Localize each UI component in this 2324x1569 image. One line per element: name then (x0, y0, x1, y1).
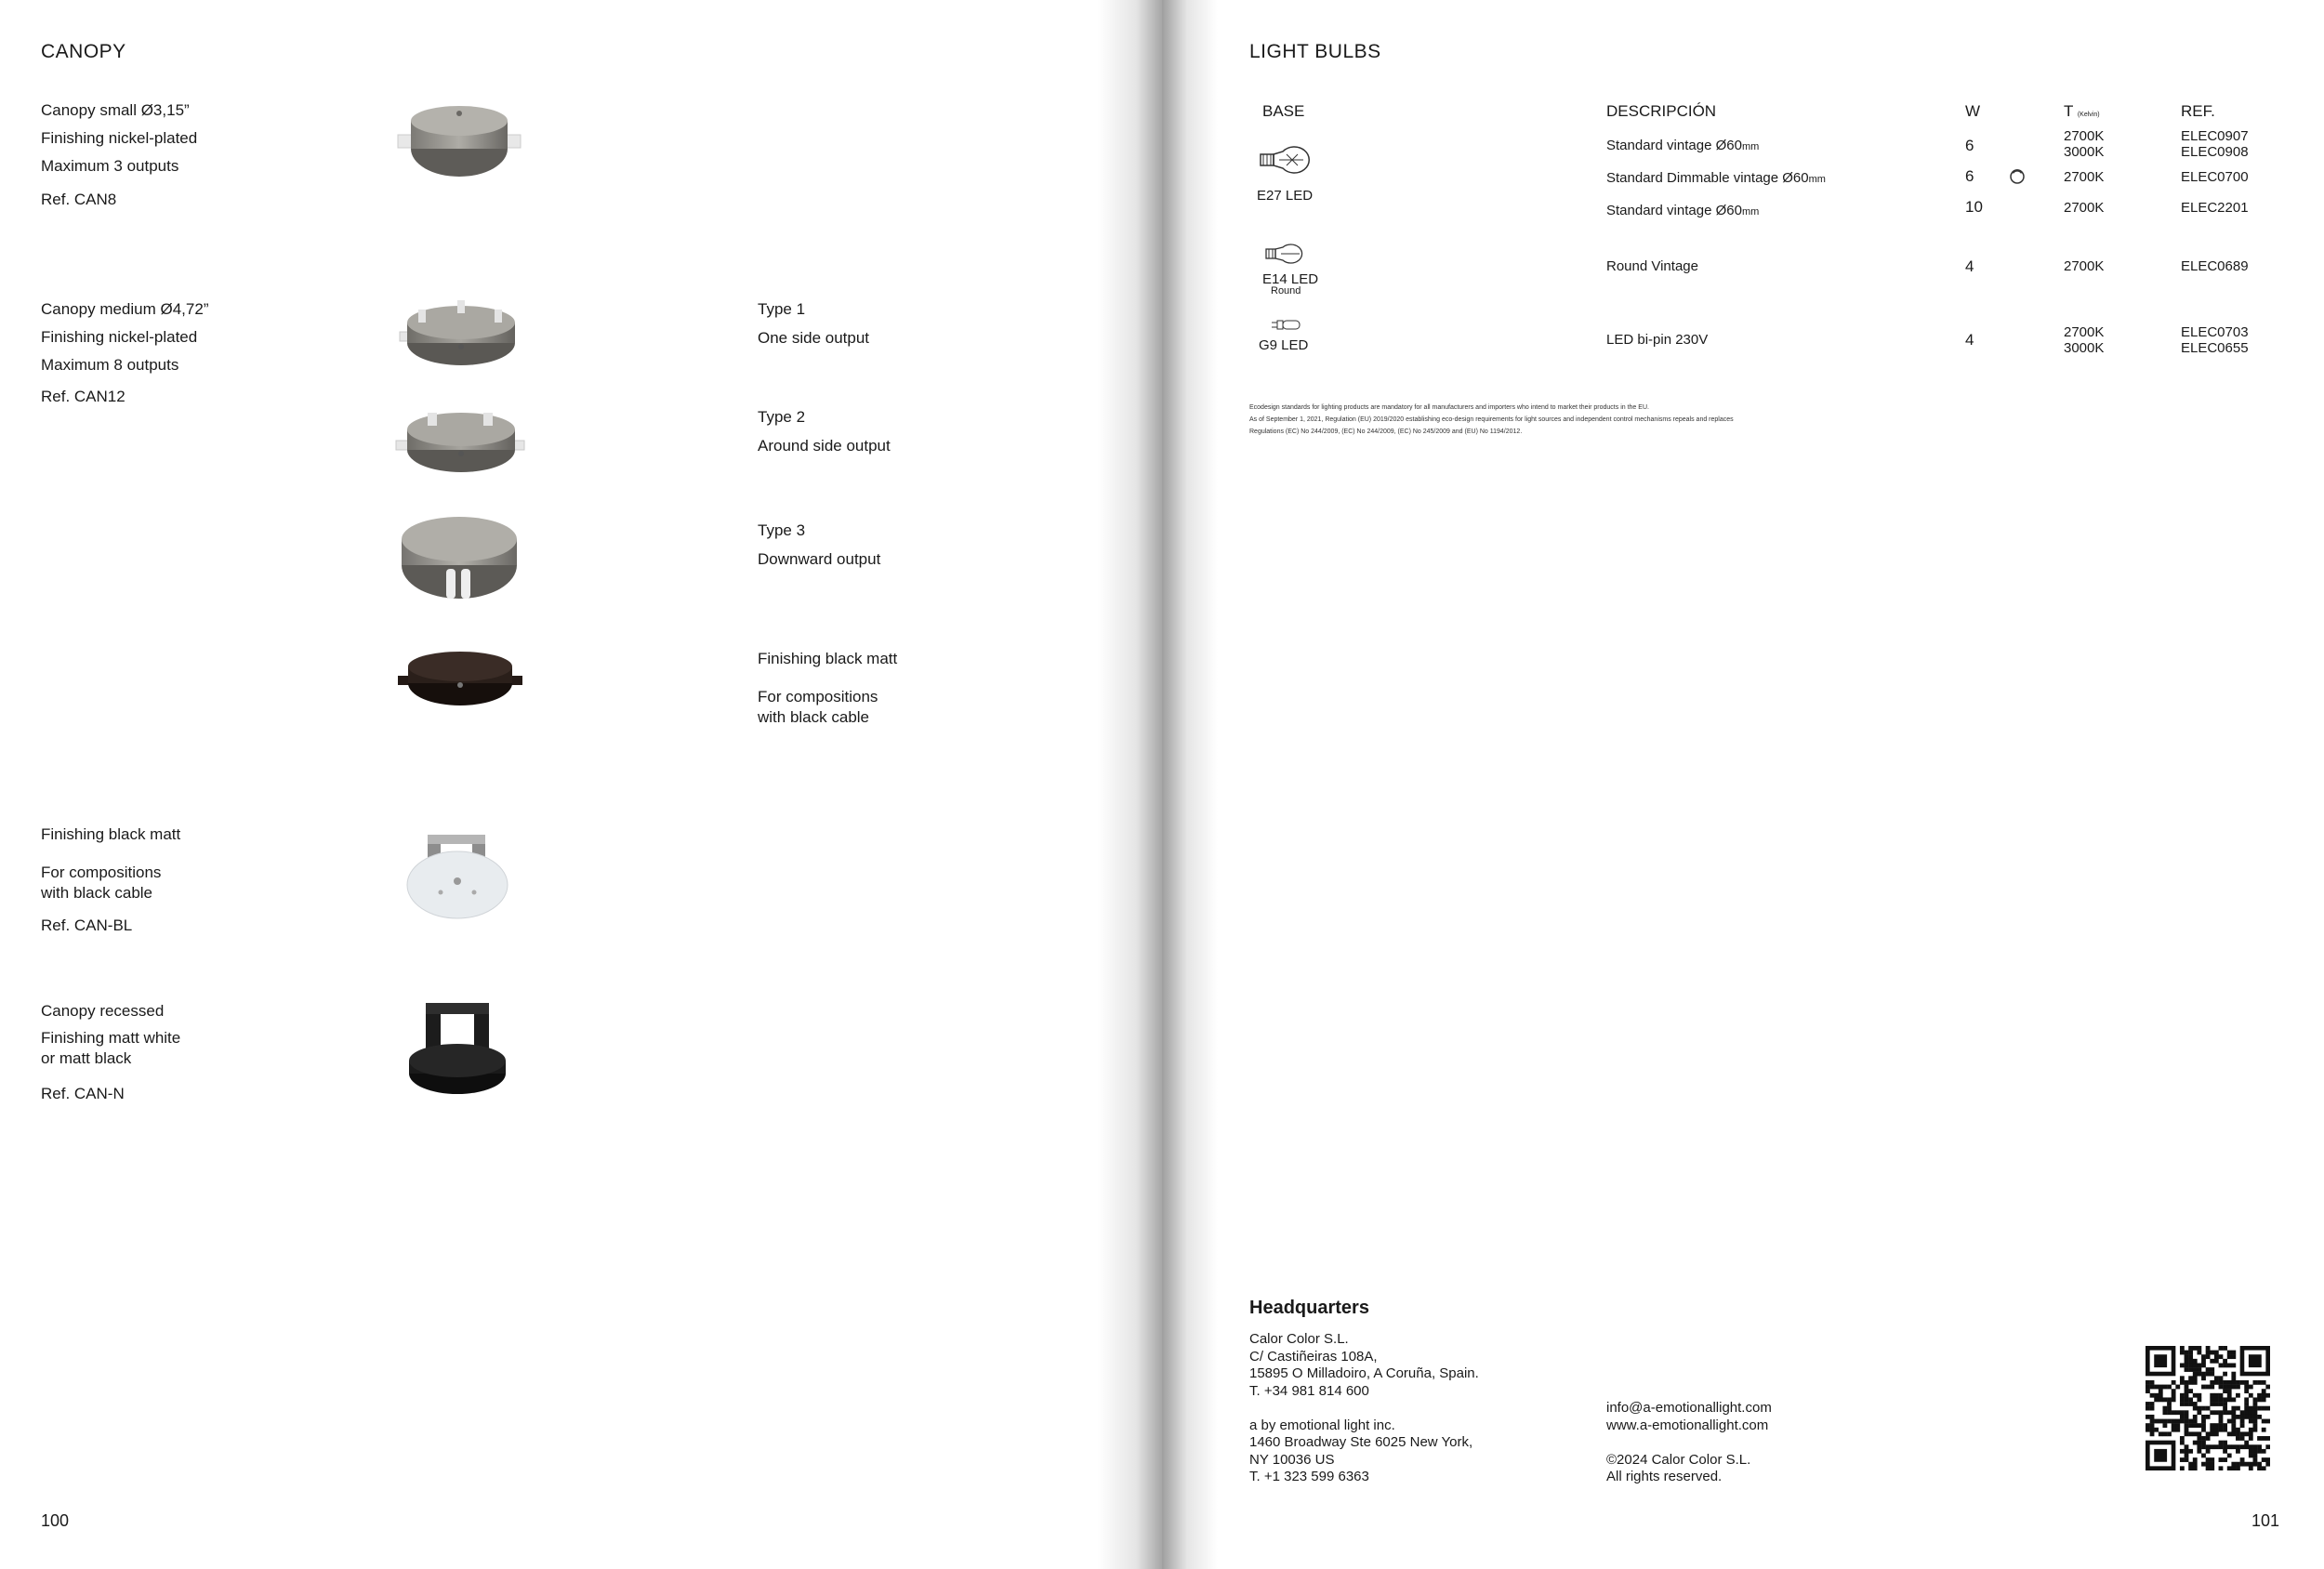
type-desc: Around side output (758, 437, 891, 455)
row-1-temp-1: 2700K (2064, 128, 2105, 144)
us-company-name: a by emotional light inc. (1249, 1417, 1395, 1433)
base-label-g9: G9 LED (1259, 337, 1309, 353)
black-option-desc-2: with black cable (758, 708, 870, 726)
canopy-type1-image (390, 293, 530, 376)
type-title: Type 2 (758, 408, 806, 426)
page-number: 101 (2251, 1511, 2280, 1530)
address-line: 15895 O Milladoiro, A Coruña, Spain. (1249, 1365, 1479, 1381)
col-header-ref: REF. (2181, 102, 2215, 120)
product-name: Canopy small Ø3,15” (41, 101, 190, 119)
canopy-small-image (390, 93, 530, 186)
us-address-line: NY 10036 US (1249, 1451, 1335, 1468)
row-1-description (1606, 138, 1759, 155)
row-2-ref-1: ELEC0700 (2181, 169, 2249, 185)
row-5-ref-2: ELEC0655 (2181, 340, 2249, 356)
dimmable-icon (2008, 167, 2028, 186)
product-finish: Finishing nickel-plated (41, 129, 198, 147)
page-title: LIGHT BULBS (1249, 41, 1381, 62)
row-3-ref-1: ELEC2201 (2181, 200, 2249, 216)
col-header-description: DESCRIPCIÓN (1606, 102, 1717, 120)
temperature-label: T (2064, 102, 2074, 120)
product-finish-2: or matt black (41, 1049, 132, 1067)
row-1-watts: 6 (1965, 137, 1974, 154)
row-5-ref-1: ELEC0703 (2181, 324, 2249, 340)
row-4-watts: 4 (1965, 257, 1974, 275)
base-label-e14: E14 LED (1262, 271, 1319, 287)
row-5-temp-1: 2700K (2064, 324, 2105, 340)
product-ref: Ref. CAN-N (41, 1085, 125, 1102)
contact-web (1606, 1400, 1772, 1486)
black-option (758, 649, 897, 728)
product-desc-1: For compositions (41, 864, 162, 881)
row-5-temp-2: 3000K (2064, 340, 2105, 356)
base-sub-e14: Round (1271, 285, 1301, 297)
black-option-desc-1: For compositions (758, 688, 878, 705)
address-line: C/ Castiñeiras 108A, (1249, 1348, 1378, 1365)
note-line: Regulations (EC) No 244/2009, (EC) No 244/2009, (EC) No 245/2009 and (EU) No 1194/2012. (1249, 429, 1523, 435)
col-header-temperature (2064, 102, 2100, 121)
bulb-g9-icon (1270, 319, 1303, 332)
row-desc-unit: mm (1808, 174, 1826, 185)
note-line: Ecodesign standards for lighting products are mandatory for all manufacturers and importers who intend to market their products in the EU. (1249, 404, 1649, 411)
company-name: Calor Color S.L. (1249, 1331, 1349, 1347)
type-desc: One side output (758, 329, 870, 347)
type-2 (758, 407, 891, 456)
row-3-watts: 10 (1965, 198, 1983, 216)
row-5-watts: 4 (1965, 331, 1974, 349)
product-ref: Ref. CAN8 (41, 191, 117, 208)
row-desc-unit: mm (1741, 141, 1760, 152)
row-4-description: Round Vintage (1606, 258, 1698, 274)
page-number: 100 (41, 1511, 70, 1530)
row-5-description: LED bi-pin 230V (1606, 332, 1709, 348)
us-address-line: 1460 Broadway Ste 6025 New York, (1249, 1434, 1473, 1450)
spine-shadow (1162, 0, 1218, 1569)
product-title: Canopy recessed (41, 1002, 165, 1020)
row-3-description (1606, 203, 1759, 220)
hq-address (1249, 1331, 1479, 1486)
product-small-info (41, 100, 197, 210)
row-1-ref-2: ELEC0908 (2181, 144, 2249, 160)
type-title: Type 3 (758, 521, 806, 539)
type-1 (758, 299, 869, 349)
type-title: Type 1 (758, 300, 806, 318)
row-2-temp-1: 2700K (2064, 169, 2105, 185)
canopy-bracket-white-image (400, 827, 521, 930)
website-link[interactable]: www.a-emotionallight.com (1606, 1417, 1769, 1433)
product-medium-info (41, 299, 208, 407)
hq-title: Headquarters (1249, 1298, 1369, 1318)
regulation-notes (1249, 402, 2086, 438)
canopy-black-image (390, 637, 530, 720)
product-title: Finishing black matt (41, 825, 181, 843)
col-header-watts: W (1965, 102, 1981, 120)
email-link[interactable]: info@a-emotionallight.com (1606, 1400, 1772, 1416)
product-outputs: Maximum 8 outputs (41, 356, 179, 374)
product-desc-2: with black cable (41, 884, 153, 902)
col-header-base: BASE (1262, 102, 1305, 120)
product-ref: Ref. CAN-BL (41, 916, 133, 934)
canopy-recessed-black-image (400, 999, 521, 1101)
row-2-description (1606, 170, 1826, 188)
product-name: Canopy medium Ø4,72” (41, 300, 209, 318)
row-1-temp-2: 3000K (2064, 144, 2105, 160)
page-title: CANOPY (41, 41, 126, 62)
canopy-type2-image (390, 400, 530, 483)
type-3 (758, 521, 880, 570)
row-4-temp-1: 2700K (2064, 258, 2105, 274)
product-outputs: Maximum 3 outputs (41, 157, 179, 175)
product-ref: Ref. CAN12 (41, 388, 125, 405)
product-black-info (41, 824, 180, 936)
temperature-unit: (Kelvin) (2077, 112, 2100, 118)
phone: T. +34 981 814 600 (1249, 1382, 1369, 1399)
black-option-title: Finishing black matt (758, 650, 898, 667)
row-2-watts: 6 (1965, 167, 1974, 185)
bulb-e27-icon (1255, 144, 1320, 178)
base-label-e27: E27 LED (1257, 188, 1314, 204)
row-desc-unit: mm (1741, 206, 1760, 218)
right-page (1162, 0, 2324, 1569)
rights: All rights reserved. (1606, 1469, 1723, 1484)
row-1-ref-1: ELEC0907 (2181, 128, 2249, 144)
row-3-temp-1: 2700K (2064, 200, 2105, 216)
row-desc-text: Standard vintage Ø60 (1606, 203, 1742, 218)
canopy-type3-image (390, 511, 530, 613)
product-finish: Finishing nickel-plated (41, 328, 198, 346)
spine-shadow (1097, 0, 1162, 1569)
copyright: ©2024 Calor Color S.L. (1606, 1451, 1751, 1468)
bulb-e14-icon (1262, 242, 1314, 266)
row-4-ref-1: ELEC0689 (2181, 258, 2249, 274)
type-desc: Downward output (758, 550, 881, 568)
note-line: As of September 1, 2021, Regulation (EU) 2019/2020 establishing eco-design requirements for light sources and independent control mechanisms repeals and replaces (1249, 416, 1734, 423)
us-phone: T. +1 323 599 6363 (1249, 1469, 1369, 1484)
row-desc-text: Standard Dimmable vintage Ø60 (1606, 170, 1809, 186)
product-finish-1: Finishing matt white (41, 1029, 181, 1047)
qr-code-icon[interactable] (2146, 1346, 2270, 1470)
product-recessed-info (41, 1001, 180, 1104)
row-desc-text: Standard vintage Ø60 (1606, 138, 1742, 153)
